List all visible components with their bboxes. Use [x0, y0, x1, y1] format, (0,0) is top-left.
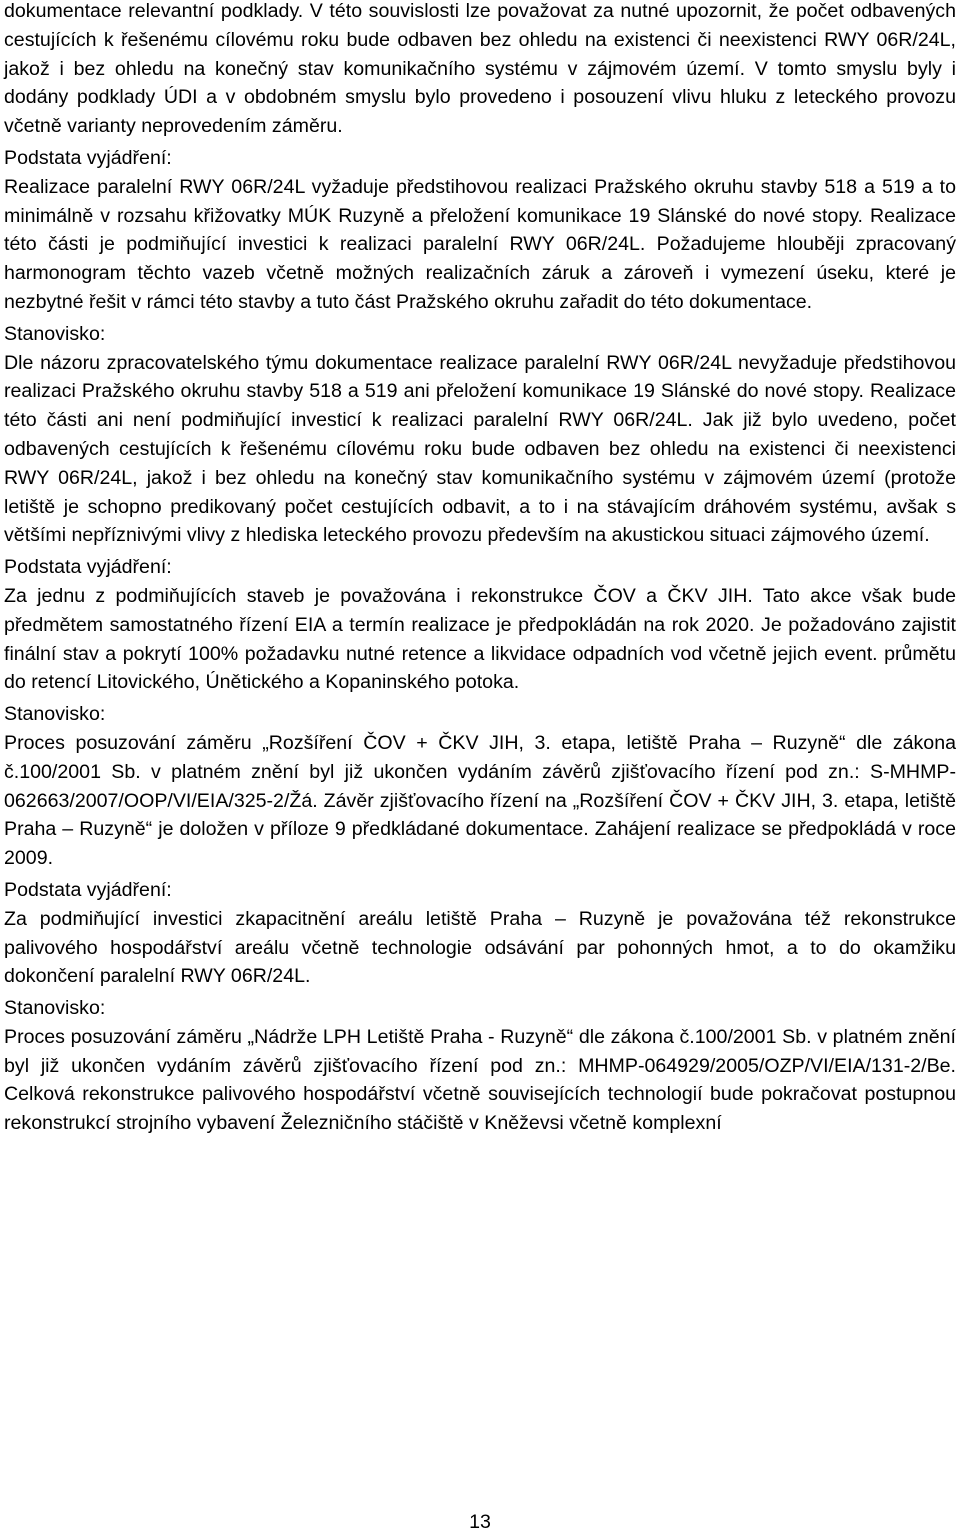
paragraph-podstata-1: Realizace paralelní RWY 06R/24L vyžaduje předstihovou realizaci Pražského okruhu stavby 518 a 519 a to minimálně v rozsahu křižovatky MÚK Ruzyně a přeložení komunikace 19 Slánské do nové stopy. Realizace této části je podmiňující investici k realizaci paralelní RWY 06R/24L. Požadujeme hlouběji zpracovaný harmonogram těchto vazeb včetně možných realizačních záruk a zároveň i vymezení úseku, které je nezbytné řešit v rámci této stavby a tuto část Pražského okruhu zařadit do této dokumentace. [4, 175, 956, 313]
paragraph-stanovisko-3: Proces posuzování záměru „Nádrže LPH Letiště Praha - Ruzyně“ dle zákona č.100/2001 Sb. v platném znění byl již ukončen vydáním závěrů zjišťovacího řízení pod zn.: MHMP-064929/2005/OZP/VI/EIA/131-2/Be. Celková rekonstrukce palivového hospodářství včetně souvisejících technologií bude pokračovat postupnou rekonstrukcí strojního vybavení Železničního stáčiště v Kněževsi včetně komplexní [4, 1025, 956, 1135]
heading-stanovisko-3: Stanovisko: [4, 997, 106, 1020]
intro-paragraph: dokumentace relevantní podklady. V této souvislosti lze považovat za nutné upozornit, že počet odbavených cestujících k řešenému cílovému roku bude odbaven bez ohledu na existenci či neexistenci RWY 06R/24L, jakož i bez ohledu na konečný stav komunikačního systému v zájmovém území. V tomto smyslu byly i dodány podklady ÚDI a v obdobném smyslu bylo provedeno i posouzení vlivu hluku z leteckého provozu včetně varianty neprovedením záměru. [4, 0, 956, 138]
page-number: 13 [469, 1511, 491, 1533]
paragraph-podstata-2: Za jednu z podmiňujících staveb je považována i rekonstrukce ČOV a ČKV JIH. Tato akce však bude předmětem samostatného řízení EIA a termín realizace je předpokládán na rok 2020. Je požadováno zajistit finální stav a pokrytí 100% požadavku nutné retence a likvidace odpadních vod včetně jejich event. průmětu do retencí Litovického, Únětického a Kopaninského potoka. [4, 584, 956, 694]
paragraph-podstata-3: Za podmiňující investici zkapacitnění areálu letiště Praha – Ruzyně je považována též rekonstrukce palivového hospodářství areálu včetně technologie odsávání par pohonných hmot, a to do okamžiku dokončení paralelní RWY 06R/24L. [4, 907, 956, 988]
heading-stanovisko-2: Stanovisko: [4, 703, 106, 726]
paragraph-stanovisko-1: Dle názoru zpracovatelského týmu dokumentace realizace paralelní RWY 06R/24L nevyžaduje předstihovou realizaci Pražského okruhu stavby 518 a 519 ani přeložení komunikace 19 Slánské do nové stopy. Realizace této části ani není podmiňující investicí k realizaci paralelní RWY 06R/24L. Jak již bylo uvedeno, počet odbavených cestujících k řešenému cílovému roku bude odbaven bez ohledu na existenci či neexistenci RWY 06R/24L, jakož i bez ohledu na konečný stav komunikačního systému v zájmovém území (protože letiště je schopno predikovaný počet cestujících odbavit, a to i na stávajícím dráhovém systému, avšak s většími nepříznivými vlivy z hlediska leteckého provozu především na akustickou situaci zájmového území. [4, 351, 956, 547]
heading-stanovisko-1: Stanovisko: [4, 322, 106, 345]
paragraph-stanovisko-2: Proces posuzování záměru „Rozšíření ČOV + ČKV JIH, 3. etapa, letiště Praha – Ruzyně“ dle zákona č.100/2001 Sb. v platném znění byl již ukončen vydáním závěrů zjišťovacího řízení pod zn.: S-MHMP-062663/2007/OOP/VI/EIA/325-2/Žá. Závěr zjišťovacího řízení na „Rozšíření ČOV + ČKV JIH, 3. etapa, letiště Praha – Ruzyně“ je doložen v příloze 9 předkládané dokumentace. Zahájení realizace se předpokládá v roce 2009. [4, 731, 956, 870]
heading-podstata-1: Podstata vyjádření: [4, 146, 172, 169]
heading-podstata-2: Podstata vyjádření: [4, 556, 172, 579]
heading-podstata-3: Podstata vyjádření: [4, 878, 172, 901]
document-page [4, 0, 956, 1138]
